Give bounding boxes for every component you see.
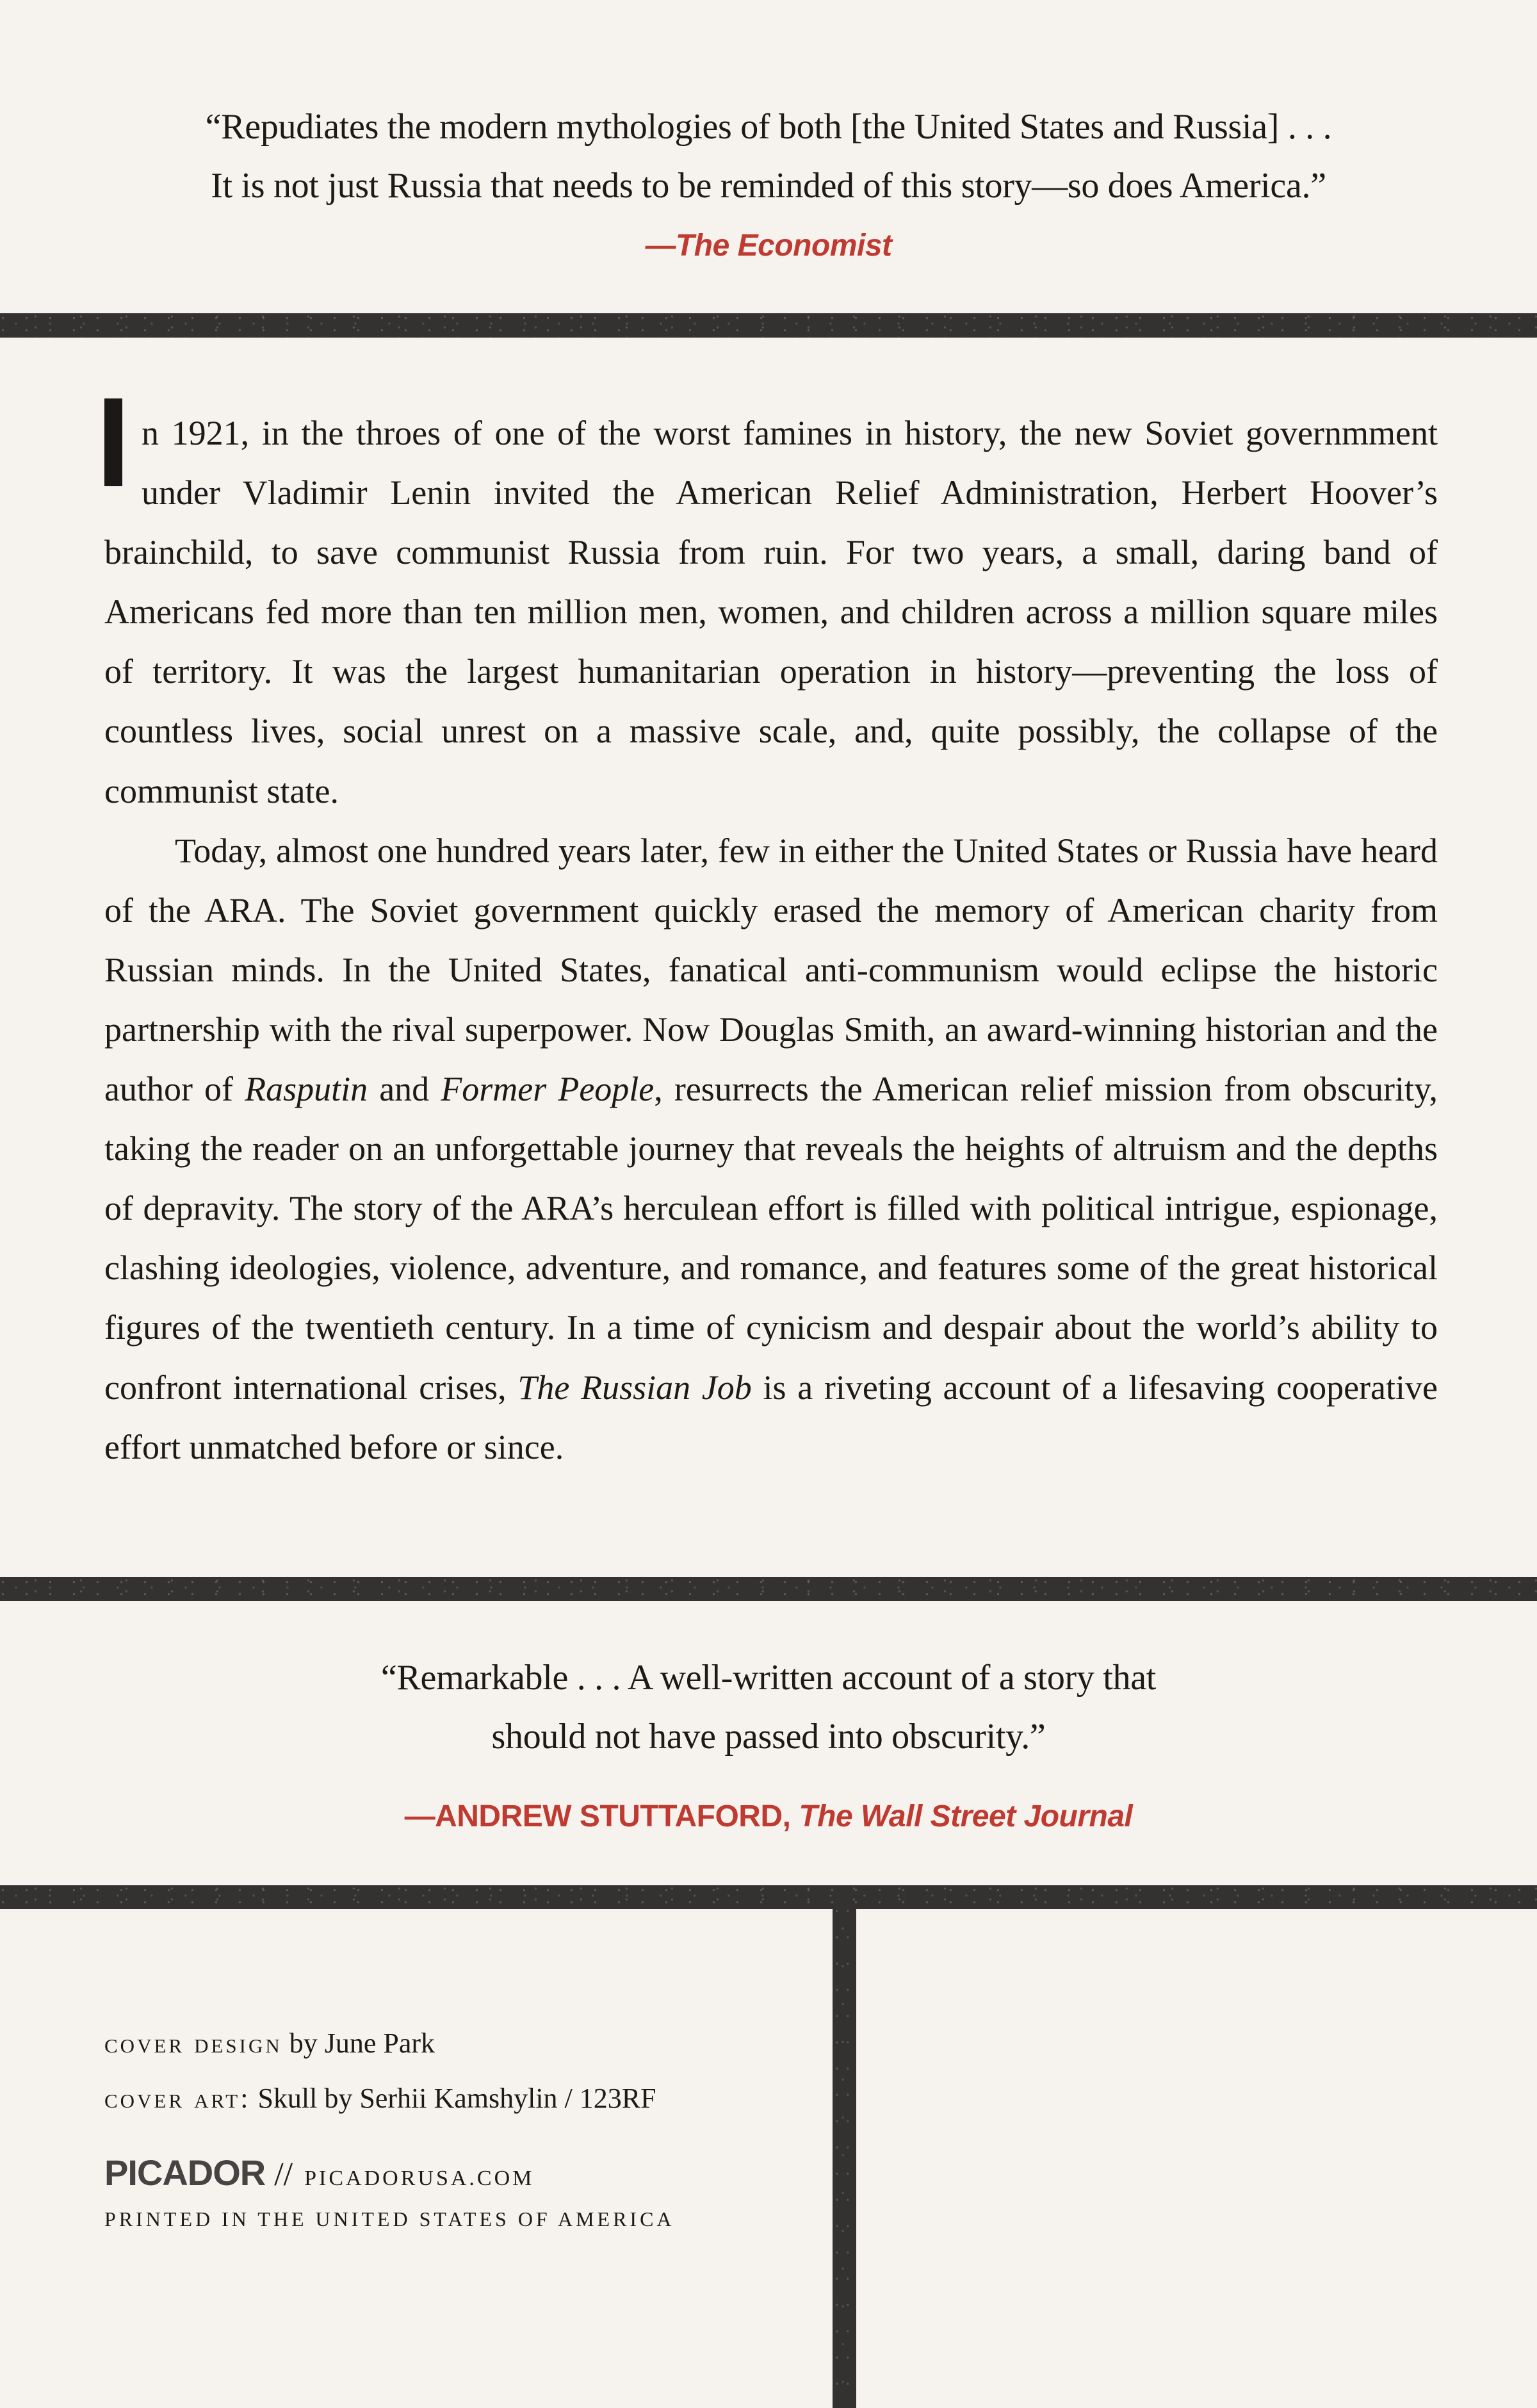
- drop-cap-i: [104, 398, 122, 486]
- book-description: [104, 404, 1438, 1477]
- attribution-source: The Economist: [675, 229, 892, 263]
- divider-band-bottom: [0, 1885, 1537, 1909]
- paragraph-2-text: and: [368, 1070, 441, 1109]
- quote-line: It is not just Russia that needs to be reminded of this story—so does America.”: [211, 166, 1326, 206]
- printed-in-notice: PRINTED IN THE UNITED STATES OF AMERICA: [104, 2207, 675, 2231]
- paragraph-2-text: is a riveting account of a lifesaving cooperative effort unmatched before or since.: [104, 1368, 1438, 1466]
- quote-line: “Remarkable . . . A well-written account of a story that: [380, 1658, 1157, 1698]
- quote-line: should not have passed into obscurity.”: [491, 1717, 1046, 1757]
- separator: //: [274, 2156, 293, 2193]
- divider-band-middle: [0, 1577, 1537, 1601]
- picador-logo: PICADOR: [104, 2152, 266, 2193]
- description-paragraph-2: [104, 821, 1438, 1477]
- cover-art-value: Skull by Serhii Kamshylin / 123RF: [250, 2083, 656, 2114]
- quote-attribution: [0, 231, 1537, 261]
- book-title-the-russian-job: The Russian Job: [517, 1368, 752, 1407]
- book-title-former-people: Former People: [441, 1070, 655, 1109]
- divider-band-top: [0, 313, 1537, 338]
- cover-design-value: by June Park: [282, 2027, 435, 2059]
- book-title-rasputin: Rasputin: [245, 1070, 368, 1109]
- attribution-author: —ANDREW STUTTAFORD,: [404, 1799, 799, 1833]
- paragraph-2-text: , resurrects the American relief mission from obscurity, taking the reader on an unforgettable journey that reveals the heights of altruism and the depths of depravity. The story of the ARA’s herculean effort is filled with political intrigue, espionage, clashing ideologies, violence, adventure, and romance, and features some of the great historical figures of the twentieth century. In a time of cynicism and despair about the world’s ability to confront international crises,: [104, 1070, 1438, 1407]
- publisher-line: [104, 2154, 534, 2198]
- cover-design-credit: [104, 2029, 435, 2058]
- paragraph-2-text: Today, almost one hundred years later, few in either the United States or Russia have heard of the ARA. The Soviet government quickly erased the memory of American charity from Russian minds. In the United States, fanatical anti-communism would eclipse the historic partnership with the rival superpower. Now Douglas Smith, an award-winning historian and the author of: [104, 831, 1438, 1109]
- divider-vertical-bar: [833, 1906, 856, 2408]
- publisher-website: PICADORUSA.COM: [304, 2166, 535, 2190]
- attribution-source: The Wall Street Journal: [799, 1799, 1133, 1833]
- quote-attribution: [0, 1801, 1537, 1832]
- description-paragraph-1: [104, 404, 1438, 821]
- attribution-dash: —: [645, 229, 676, 263]
- cover-art-credit: [104, 2084, 656, 2113]
- cover-design-label: cover design: [104, 2027, 282, 2059]
- cover-art-label: cover art:: [104, 2083, 251, 2114]
- paragraph-1-text: n 1921, in the throes of one of the worst famines in history, the new Soviet governmment under Vladimir Lenin invited the American Relief Administration, Herbert Hoover’s brainchild, to save communist Russia from ruin. For two years, a small, daring band of Americans fed more than ten million men, women, and children across a million square miles of territory. It was the largest humanitarian operation in history—preventing the loss of countless lives, social unrest on a massive scale, and, quite possibly, the collapse of the communist state.: [104, 414, 1438, 810]
- quote-line: “Repudiates the modern mythologies of both [the United States and Russia] . . .: [205, 107, 1332, 147]
